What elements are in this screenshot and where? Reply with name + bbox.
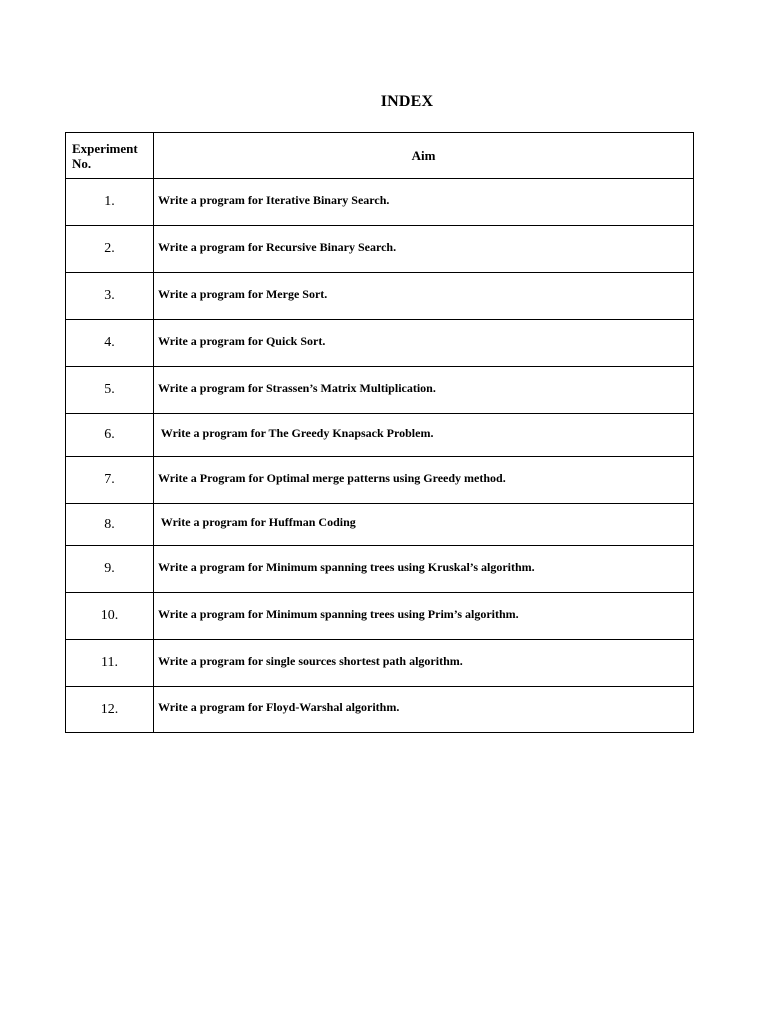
experiment-aim: Write a program for Strassen’s Matrix Multiplication. [154, 367, 694, 414]
experiment-aim: Write a program for Recursive Binary Search. [154, 226, 694, 273]
table-row [66, 640, 694, 687]
page-title: INDEX [380, 93, 434, 110]
column-header-aim: Aim [154, 133, 694, 179]
experiment-number: 12. [66, 687, 154, 733]
experiment-aim: Write a program for single sources shortest path algorithm. [154, 640, 694, 687]
table-row [66, 546, 694, 593]
table-header-row [66, 133, 694, 179]
experiment-number: 6. [66, 414, 154, 457]
experiment-aim: Write a program for Quick Sort. [154, 320, 694, 367]
experiment-number: 4. [66, 320, 154, 367]
experiment-number: 8. [66, 504, 154, 546]
experiment-aim: Write a program for Iterative Binary Search. [154, 179, 694, 226]
table-row [66, 320, 694, 367]
experiment-aim: Write a program for The Greedy Knapsack Problem. [154, 414, 694, 457]
experiment-number: 10. [66, 593, 154, 640]
experiment-aim: Write a program for Minimum spanning trees using Kruskal’s algorithm. [154, 546, 694, 593]
experiment-aim: Write a program for Minimum spanning trees using Prim’s algorithm. [154, 593, 694, 640]
table-row [66, 367, 694, 414]
table-row [66, 414, 694, 457]
experiment-number: 11. [66, 640, 154, 687]
table-row [66, 457, 694, 504]
table-row [66, 504, 694, 546]
experiment-aim: Write a Program for Optimal merge patterns using Greedy method. [154, 457, 694, 504]
index-table [65, 132, 694, 733]
experiment-number: 2. [66, 226, 154, 273]
experiment-number: 7. [66, 457, 154, 504]
experiment-number: 9. [66, 546, 154, 593]
table-row [66, 273, 694, 320]
experiment-aim: Write a program for Merge Sort. [154, 273, 694, 320]
experiment-number: 3. [66, 273, 154, 320]
table-row [66, 593, 694, 640]
experiment-aim: Write a program for Floyd-Warshal algorithm. [154, 687, 694, 733]
table-row [66, 687, 694, 733]
column-header-experiment-no: Experiment No. [66, 133, 154, 179]
experiment-aim: Write a program for Huffman Coding [154, 504, 694, 546]
experiment-number: 5. [66, 367, 154, 414]
experiment-number: 1. [66, 179, 154, 226]
table-row [66, 226, 694, 273]
table-row [66, 179, 694, 226]
